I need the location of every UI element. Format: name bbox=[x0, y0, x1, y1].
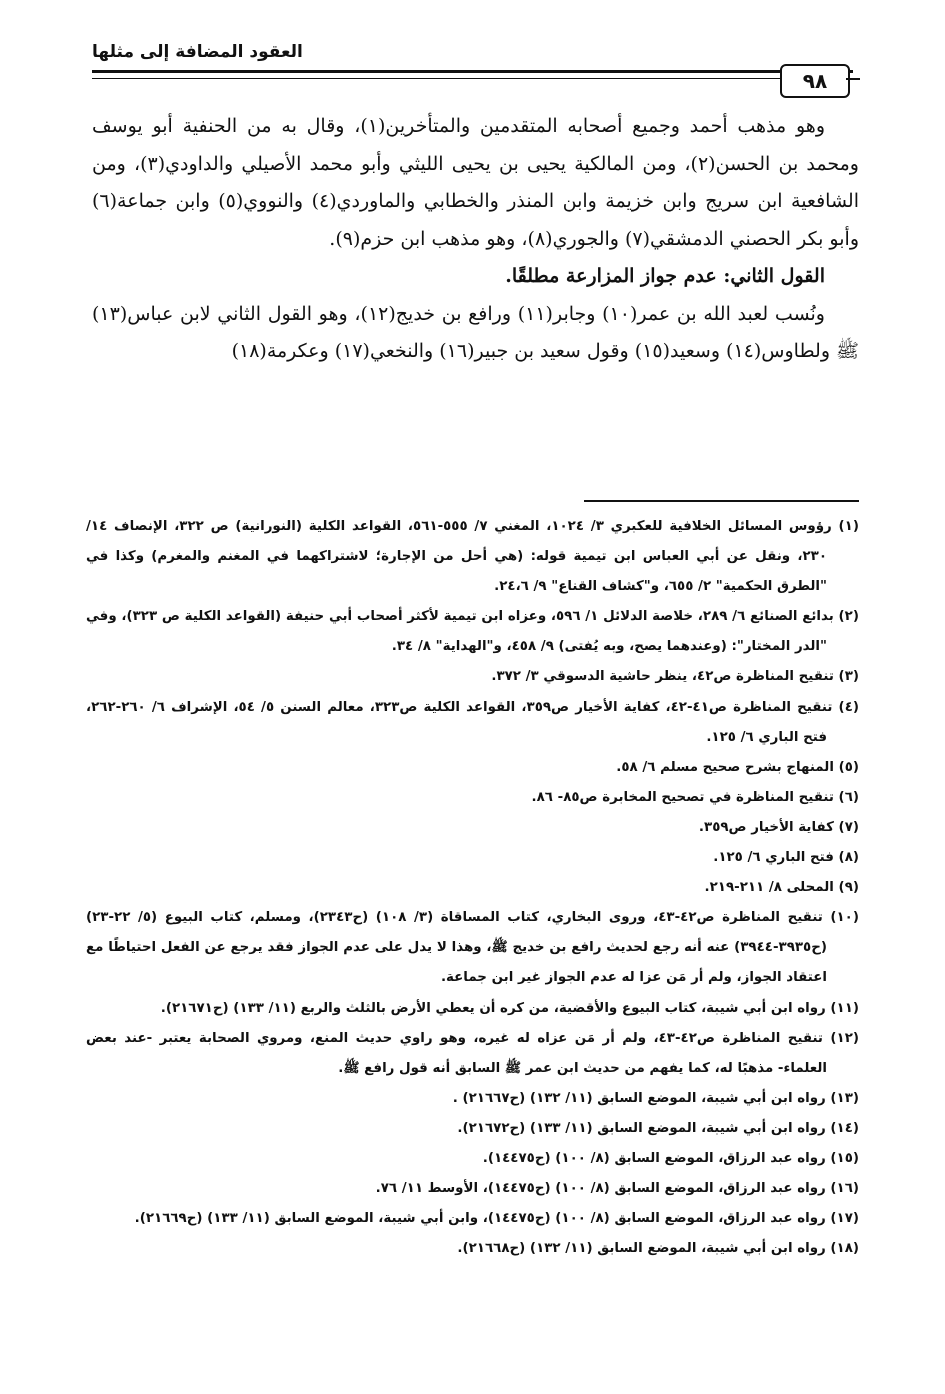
footnote-4: (٤) تنقيح المناظرة ص٤١-٤٢، كفاية الأخيار ص٣٥٩، القواعد الكلية ص٣٢٣، معالم السنن ٥/ ٥٤، الإشراف ٦/ ٢٦٠-٢٦٢، فتح الباري ٦/ ١٢٥. bbox=[86, 699, 859, 745]
footnote-5: (٥) المنهاج بشرح صحيح مسلم ٦/ ٥٨. bbox=[616, 759, 859, 775]
section-heading-text: عدم جواز المزارعة مطلقًا. bbox=[505, 265, 717, 287]
footnotes bbox=[86, 512, 859, 1264]
footnote-1: (١) رؤوس المسائل الخلافية للعكبري ٣/ ١٠٢٤، المغني ٧/ ٥٥٥-٥٦١، القواعد الكلية (النورانية) ص ٣٢٢، الإنصاف ١٤/ ٢٣٠، ونقل عن أبي العباس ابن تيمية قوله: (هي أحل من الإجارة؛ لاشتراكهما في المغنم والمغرم) وكذا في "الطرق الحكمية" ٢/ ٦٥٥، و"كشاف القناع" ٩/ ٢٤،٦. bbox=[86, 519, 859, 595]
footnote-18: (١٨) رواه ابن أبي شيبة، الموضع السابق (١١/ ١٣٢) (ح٢١٦٦٨). bbox=[457, 1241, 859, 1257]
running-title: العقود المضافة إلى مثلها bbox=[92, 42, 303, 62]
footnote-9: (٩) المحلى ٨/ ٢١١-٢١٩. bbox=[704, 880, 859, 896]
body-paragraph-2: ونُسب لعبد الله بن عمر(١٠) وجابر(١١) ورافع بن خديج(١٢)، وهو القول الثاني لابن عباس(١٣) ﷺ ولطاوس(١٤) وسعيد(١٥) وقول سعيد بن جبير(١٦) والنخعي(١٧) وعكرمة(١٨) bbox=[92, 302, 859, 362]
footnote-8: (٨) فتح الباري ٦/ ١٢٥. bbox=[713, 850, 859, 866]
section-heading bbox=[92, 258, 859, 296]
footnote-11: (١١) رواه ابن أبي شيبة، كتاب البيوع والأقضية، من كره أن يعطي الأرض بالثلث والربع (١١/ ١٣٣) (ح٢١٦٧١). bbox=[160, 1000, 859, 1016]
footnote-17: (١٧) رواه عبد الرزاق، الموضع السابق (٨/ ١٠٠) (ح١٤٤٧٥)، وابن أبي شيبة، الموضع السابق (١١/ ١٣٣) (ح٢١٦٦٩). bbox=[134, 1211, 859, 1227]
header-rule-thin bbox=[92, 78, 853, 79]
footnote-15: (١٥) رواه عبد الرزاق، الموضع السابق (٨/ ١٠٠) (ح١٤٤٧٥). bbox=[482, 1150, 859, 1166]
footnote-13: (١٣) رواه ابن أبي شيبة، الموضع السابق (١١/ ١٣٢) (ح٢١٦٦٧) . bbox=[452, 1090, 859, 1106]
footnote-2: (٢) بدائع الصنائع ٦/ ٢٨٩، خلاصة الدلائل ١/ ٥٩٦، وعزاه ابن تيمية لأكثر أصحاب أبي حنيفة (القواعد الكلية ص ٣٢٣)، وفي "الدر المختار": (وعندهما يصح، وبه يُفتى) ٩/ ٤٥٨، و"الهداية" ٨/ ٣٤. bbox=[86, 609, 859, 655]
header-rule bbox=[92, 70, 853, 73]
page-number: ٩٨ bbox=[780, 64, 850, 98]
page-number-tick bbox=[846, 78, 860, 80]
footnote-3: (٣) تنقيح المناظرة ص٤٢، ينظر حاشية الدسوقي ٣/ ٣٧٢. bbox=[491, 669, 859, 685]
footnote-7: (٧) كفاية الأخيار ص٣٥٩. bbox=[698, 819, 859, 835]
body-paragraph-1: وهو مذهب أحمد وجميع أصحابه المتقدمين والمتأخرين(١)، وقال به من الحنفية أبو يوسف ومحمد بن الحسن(٢)، ومن المالكية يحيى بن يحيى الليثي وأبو محمد الأصيلي والداودي(٣)، ومن الشافعية ابن سريج وابن خزيمة وابن المنذر والخطابي والماوردي(٤) والنووي(٥) وابن جماعة(٦) وأبو بكر الحصني الدمشقي(٧) والجوري(٨)، وهو مذهب ابن حزم(٩). bbox=[92, 115, 859, 250]
footnote-12: (١٢) تنقيح المناظرة ص٤٢-٤٣، ولم أر مَن عزاه له غيره، وهو راوي حديث المنع، ومروي الصحابة يعتبر -عند بعض العلماء- مذهبًا له، كما يفهم من حديث ابن عمر ﷺ السابق أنه قول رافع ﷺ. bbox=[86, 1030, 859, 1076]
footnote-14: (١٤) رواه ابن أبي شيبة، الموضع السابق (١١/ ١٣٣) (ح٢١٦٧٢). bbox=[457, 1120, 859, 1136]
section-heading-label: القول الثاني: bbox=[723, 265, 825, 287]
footnote-separator bbox=[584, 500, 859, 502]
footnote-16: (١٦) رواه عبد الرزاق، الموضع السابق (٨/ ١٠٠) (ح١٤٤٧٥)، الأوسط ١١/ ٧٦. bbox=[375, 1181, 859, 1197]
footnote-6: (٦) تنقيح المناظرة في تصحيح المخابرة ص٨٥- ٨٦. bbox=[531, 789, 859, 805]
footnote-10: (١٠) تنقيح المناظرة ص٤٢-٤٣، وروى البخاري، كتاب المساقاة (٣/ ١٠٨) (ح٢٣٤٣)، ومسلم، كتاب البيوع (٥/ ٢٢-٢٣) (ح٣٩٣٥-٣٩٤٤) عنه أنه رجع لحديث رافع بن خديج ﷺ، وهذا لا يدل على عدم الجواز فقد يرجع عن الفعل احتياطًا مع اعتقاد الجواز، ولم أر مَن عزا له عدم الجواز غير ابن جماعة. bbox=[86, 910, 859, 986]
main-text bbox=[92, 108, 859, 371]
